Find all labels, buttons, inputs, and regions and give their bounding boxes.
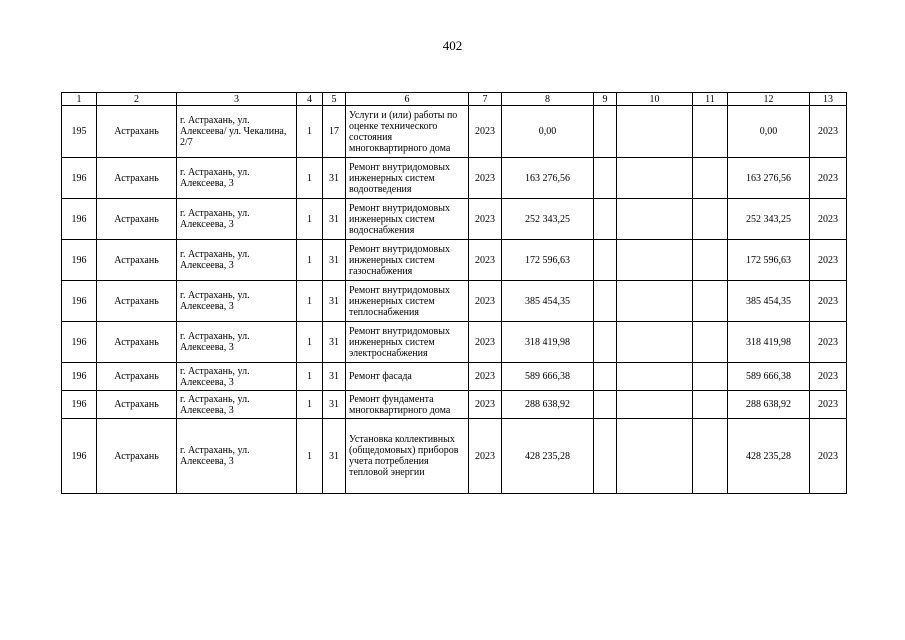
cost-cell: 163 276,56 [502,158,594,199]
work-type-cell: Ремонт фундамента многоквартирного дома [346,391,469,419]
col5-cell: 31 [323,419,346,494]
col9-cell [594,199,617,240]
col9-cell [594,158,617,199]
col5-cell: 31 [323,158,346,199]
address-cell: г. Астрахань, ул. Алексеева, 3 [177,199,297,240]
row-number: 196 [62,240,97,281]
municipality-cell: Астрахань [97,281,177,322]
total-cell: 252 343,25 [728,199,810,240]
column-header: 12 [728,93,810,106]
table-row [62,199,847,240]
completion-year-cell: 2023 [810,322,847,363]
column-header: 8 [502,93,594,106]
completion-year-cell: 2023 [810,363,847,391]
work-type-cell: Ремонт внутридомовых инженерных систем водоснабжения [346,199,469,240]
col5-cell: 17 [323,106,346,158]
col10-cell [617,322,693,363]
column-header: 2 [97,93,177,106]
col11-cell [693,106,728,158]
total-cell: 589 666,38 [728,363,810,391]
col9-cell [594,363,617,391]
row-number: 196 [62,199,97,240]
cost-cell: 252 343,25 [502,199,594,240]
col11-cell [693,199,728,240]
table-row [62,322,847,363]
total-cell: 163 276,56 [728,158,810,199]
municipality-cell: Астрахань [97,363,177,391]
col4-cell: 1 [297,419,323,494]
completion-year-cell: 2023 [810,391,847,419]
row-number: 196 [62,281,97,322]
column-header: 11 [693,93,728,106]
work-type-cell: Услуги и (или) работы по оценке технического состояния многоквартирного дома [346,106,469,158]
cost-cell: 288 638,92 [502,391,594,419]
column-header: 4 [297,93,323,106]
column-header: 7 [469,93,502,106]
cost-cell: 318 419,98 [502,322,594,363]
row-number: 195 [62,106,97,158]
col9-cell [594,240,617,281]
column-number-row [62,93,847,106]
table-row [62,363,847,391]
municipality-cell: Астрахань [97,322,177,363]
year-cell: 2023 [469,391,502,419]
address-cell: г. Астрахань, ул. Алексеева/ ул. Чекалина, 2/7 [177,106,297,158]
address-cell: г. Астрахань, ул. Алексеева, 3 [177,391,297,419]
year-cell: 2023 [469,419,502,494]
col4-cell: 1 [297,281,323,322]
total-cell: 0,00 [728,106,810,158]
col5-cell: 31 [323,363,346,391]
address-cell: г. Астрахань, ул. Алексеева, 3 [177,322,297,363]
col9-cell [594,322,617,363]
total-cell: 385 454,35 [728,281,810,322]
col10-cell [617,419,693,494]
year-cell: 2023 [469,106,502,158]
completion-year-cell: 2023 [810,158,847,199]
column-header: 10 [617,93,693,106]
column-header: 6 [346,93,469,106]
col5-cell: 31 [323,322,346,363]
table-row [62,158,847,199]
col9-cell [594,419,617,494]
column-header: 13 [810,93,847,106]
work-type-cell: Ремонт внутридомовых инженерных систем водоотведения [346,158,469,199]
total-cell: 318 419,98 [728,322,810,363]
work-type-cell: Ремонт фасада [346,363,469,391]
table-row [62,106,847,158]
col10-cell [617,158,693,199]
repair-schedule-table [61,92,847,494]
municipality-cell: Астрахань [97,106,177,158]
column-header: 3 [177,93,297,106]
cost-cell: 428 235,28 [502,419,594,494]
completion-year-cell: 2023 [810,240,847,281]
col10-cell [617,281,693,322]
row-number: 196 [62,322,97,363]
table-row [62,281,847,322]
completion-year-cell: 2023 [810,281,847,322]
col11-cell [693,240,728,281]
row-number: 196 [62,391,97,419]
completion-year-cell: 2023 [810,106,847,158]
row-number: 196 [62,419,97,494]
address-cell: г. Астрахань, ул. Алексеева, 3 [177,363,297,391]
address-cell: г. Астрахань, ул. Алексеева, 3 [177,281,297,322]
year-cell: 2023 [469,240,502,281]
year-cell: 2023 [469,281,502,322]
col10-cell [617,106,693,158]
column-header: 5 [323,93,346,106]
table-row [62,391,847,419]
col10-cell [617,240,693,281]
col5-cell: 31 [323,391,346,419]
table-row [62,419,847,494]
municipality-cell: Астрахань [97,240,177,281]
cost-cell: 589 666,38 [502,363,594,391]
col5-cell: 31 [323,281,346,322]
col9-cell [594,106,617,158]
table-row [62,240,847,281]
column-header: 1 [62,93,97,106]
column-header: 9 [594,93,617,106]
col11-cell [693,158,728,199]
col5-cell: 31 [323,240,346,281]
municipality-cell: Астрахань [97,158,177,199]
cost-cell: 172 596,63 [502,240,594,281]
col9-cell [594,281,617,322]
col4-cell: 1 [297,363,323,391]
year-cell: 2023 [469,158,502,199]
work-type-cell: Ремонт внутридомовых инженерных систем теплоснабжения [346,281,469,322]
address-cell: г. Астрахань, ул. Алексеева, 3 [177,158,297,199]
total-cell: 172 596,63 [728,240,810,281]
col11-cell [693,281,728,322]
col4-cell: 1 [297,240,323,281]
work-type-cell: Ремонт внутридомовых инженерных систем газоснабжения [346,240,469,281]
col9-cell [594,391,617,419]
total-cell: 288 638,92 [728,391,810,419]
col11-cell [693,322,728,363]
completion-year-cell: 2023 [810,199,847,240]
page-number: 402 [442,38,463,53]
col5-cell: 31 [323,199,346,240]
col4-cell: 1 [297,199,323,240]
work-type-cell: Ремонт внутридомовых инженерных систем электроснабжения [346,322,469,363]
col10-cell [617,363,693,391]
cost-cell: 385 454,35 [502,281,594,322]
completion-year-cell: 2023 [810,419,847,494]
col11-cell [693,363,728,391]
work-type-cell: Установка коллективных (общедомовых) приборов учета потребления тепловой энергии [346,419,469,494]
municipality-cell: Астрахань [97,391,177,419]
col10-cell [617,391,693,419]
total-cell: 428 235,28 [728,419,810,494]
address-cell: г. Астрахань, ул. Алексеева, 3 [177,419,297,494]
year-cell: 2023 [469,363,502,391]
year-cell: 2023 [469,322,502,363]
cost-cell: 0,00 [502,106,594,158]
row-number: 196 [62,158,97,199]
col11-cell [693,419,728,494]
address-cell: г. Астрахань, ул. Алексеева, 3 [177,240,297,281]
year-cell: 2023 [469,199,502,240]
municipality-cell: Астрахань [97,199,177,240]
col4-cell: 1 [297,106,323,158]
col10-cell [617,199,693,240]
col4-cell: 1 [297,391,323,419]
row-number: 196 [62,363,97,391]
col4-cell: 1 [297,322,323,363]
municipality-cell: Астрахань [97,419,177,494]
col11-cell [693,391,728,419]
col4-cell: 1 [297,158,323,199]
